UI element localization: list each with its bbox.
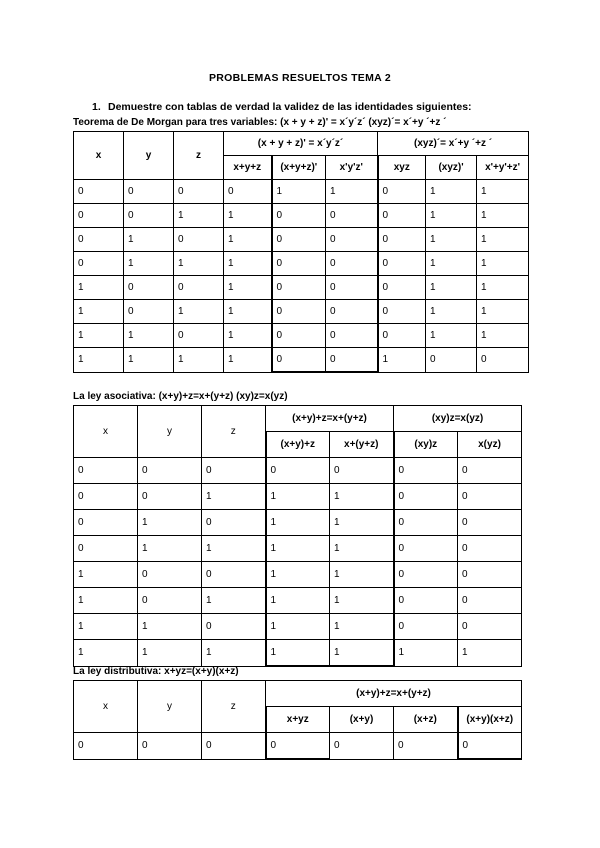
table-cell: 0 (394, 562, 458, 588)
table-cell: 1 (266, 510, 330, 536)
table-cell: 1 (224, 204, 272, 228)
table-row (74, 300, 529, 324)
table-cell: 0 (326, 300, 378, 324)
table-cell: 1 (124, 348, 174, 373)
table-cell: 1 (138, 640, 202, 667)
table-cell: 1 (124, 252, 174, 276)
table-row (74, 458, 522, 484)
table-cell: 0 (394, 484, 458, 510)
table-cell: 0 (202, 614, 266, 640)
table-cell: 1 (426, 228, 477, 252)
truth-table-distributive (73, 680, 522, 760)
table-cell: 1 (330, 562, 394, 588)
table-cell: 1 (426, 300, 477, 324)
header-group-1: (x + y + z)' = x´y´z´ (224, 132, 378, 156)
table-cell: 1 (174, 300, 224, 324)
truth-table-associative (73, 405, 522, 667)
subheader: xyz (378, 156, 426, 180)
table-cell: 0 (330, 733, 394, 760)
table-row (74, 588, 522, 614)
table-cell: 1 (202, 536, 266, 562)
table-cell: 1 (266, 562, 330, 588)
subheader: x'y'z' (326, 156, 378, 180)
table-cell: 1 (224, 324, 272, 348)
table-cell: 0 (378, 324, 426, 348)
table-cell: 0 (74, 536, 138, 562)
subheader: x(yz) (458, 432, 522, 458)
table-row (74, 204, 529, 228)
table-row (74, 484, 522, 510)
page-title: PROBLEMAS RESUELTOS TEMA 2 (208, 72, 392, 84)
table-cell: 1 (202, 588, 266, 614)
question-text: Demuestre con tablas de verdad la validez de las identidades siguientes: (108, 101, 472, 113)
table-cell: 1 (330, 484, 394, 510)
table-cell: 0 (174, 180, 224, 204)
table-cell: 0 (74, 180, 124, 204)
table-cell: 0 (326, 204, 378, 228)
table-cell: 0 (378, 228, 426, 252)
table-cell: 0 (458, 733, 522, 760)
table-cell: 0 (272, 276, 326, 300)
table-cell: 1 (224, 300, 272, 324)
section-heading-distributive: La ley distributiva: x+yz=(x+y)(x+z) (73, 666, 239, 677)
table-row (74, 562, 522, 588)
table-row (74, 348, 529, 373)
table-cell: 0 (272, 324, 326, 348)
table-cell: 0 (477, 348, 529, 373)
table-cell: 0 (458, 458, 522, 484)
subheader: x+y+z (224, 156, 272, 180)
subheader: (xy)z (394, 432, 458, 458)
table-cell: 0 (174, 324, 224, 348)
header-group-1: (x+y)+z=x+(y+z) (266, 406, 394, 432)
table-cell: 0 (394, 733, 458, 760)
table-cell: 1 (74, 348, 124, 373)
table-cell: 0 (378, 252, 426, 276)
table-cell: 0 (138, 562, 202, 588)
table-cell: 1 (266, 588, 330, 614)
table-cell: 1 (394, 640, 458, 667)
table-cell: 1 (477, 228, 529, 252)
table-cell: 0 (394, 588, 458, 614)
table-row (74, 180, 529, 204)
question-number: 1. (92, 101, 101, 113)
table-cell: 1 (266, 640, 330, 667)
subheader: (x+y+z)' (272, 156, 326, 180)
section-heading-de-morgan: Teorema de De Morgan para tres variables: (x + y + z)' = x´y´z´ (xyz)´= x´+y ´+z ´ (73, 117, 447, 128)
table-cell: 0 (74, 484, 138, 510)
header-z: z (202, 406, 266, 458)
header-z: z (202, 681, 266, 733)
table-cell: 1 (74, 324, 124, 348)
table-cell: 1 (330, 614, 394, 640)
table-row (74, 324, 529, 348)
table-cell: 1 (74, 562, 138, 588)
table-cell: 0 (326, 252, 378, 276)
table-cell: 1 (174, 204, 224, 228)
table-row (74, 640, 522, 667)
table-cell: 0 (458, 562, 522, 588)
table-cell: 1 (138, 510, 202, 536)
table-cell: 1 (272, 180, 326, 204)
table-cell: 1 (74, 300, 124, 324)
table-cell: 0 (272, 252, 326, 276)
table-cell: 1 (330, 640, 394, 667)
truth-table-de-morgan (73, 131, 529, 373)
table-cell: 1 (378, 348, 426, 373)
table-cell: 0 (224, 180, 272, 204)
section-heading-associative: La ley asociativa: (x+y)+z=x+(y+z) (xy)z=x(yz) (73, 391, 288, 402)
subheader: x'+y'+z' (477, 156, 529, 180)
table-cell: 1 (224, 252, 272, 276)
table-cell: 0 (272, 300, 326, 324)
table-cell: 0 (458, 510, 522, 536)
table-cell: 1 (326, 180, 378, 204)
table-cell: 0 (202, 458, 266, 484)
table-cell: 1 (426, 276, 477, 300)
table-cell: 0 (378, 204, 426, 228)
table-cell: 1 (124, 324, 174, 348)
table-cell: 0 (394, 536, 458, 562)
table-cell: 0 (458, 536, 522, 562)
table-cell: 0 (138, 458, 202, 484)
table-cell: 1 (174, 348, 224, 373)
table-cell: 0 (330, 458, 394, 484)
table-cell: 0 (394, 458, 458, 484)
header-x: x (74, 406, 138, 458)
table-cell: 1 (426, 180, 477, 204)
table-row (74, 276, 529, 300)
header-y: y (124, 132, 174, 180)
table-cell: 0 (458, 588, 522, 614)
table-cell: 0 (272, 228, 326, 252)
table-row (74, 733, 522, 760)
table-cell: 1 (74, 276, 124, 300)
subheader: (x+y)(x+z) (458, 707, 522, 733)
table-cell: 1 (426, 324, 477, 348)
header-y: y (138, 681, 202, 733)
table-cell: 0 (326, 348, 378, 373)
table-cell: 1 (138, 536, 202, 562)
table-cell: 0 (272, 348, 326, 373)
table-cell: 0 (138, 484, 202, 510)
table-cell: 0 (202, 733, 266, 760)
table-cell: 0 (458, 484, 522, 510)
table-cell: 0 (74, 228, 124, 252)
table-cell: 0 (266, 733, 330, 760)
subheader: (xyz)' (426, 156, 477, 180)
table-cell: 0 (378, 300, 426, 324)
table-cell: 1 (266, 484, 330, 510)
table-cell: 1 (458, 640, 522, 667)
table-cell: 1 (74, 640, 138, 667)
table-cell: 0 (74, 204, 124, 228)
table-cell: 0 (272, 204, 326, 228)
table-cell: 0 (426, 348, 477, 373)
question-1 (92, 101, 472, 113)
table-cell: 1 (202, 484, 266, 510)
table-cell: 0 (458, 614, 522, 640)
subheader: x+(y+z) (330, 432, 394, 458)
table-cell: 0 (124, 204, 174, 228)
table-cell: 1 (224, 348, 272, 373)
header-x: x (74, 132, 124, 180)
table-cell: 1 (74, 614, 138, 640)
table-cell: 1 (477, 180, 529, 204)
subheader: (x+z) (394, 707, 458, 733)
header-group-2: (xy)z=x(yz) (394, 406, 522, 432)
table-cell: 0 (326, 228, 378, 252)
table-cell: 1 (174, 252, 224, 276)
table-cell: 0 (74, 510, 138, 536)
table-cell: 0 (394, 614, 458, 640)
subheader: (x+y) (330, 707, 394, 733)
table-cell: 0 (202, 562, 266, 588)
table-cell: 1 (426, 252, 477, 276)
table-row (74, 510, 522, 536)
table-cell: 1 (477, 324, 529, 348)
table-cell: 0 (202, 510, 266, 536)
table-row (74, 252, 529, 276)
table-cell: 0 (124, 180, 174, 204)
header-x: x (74, 681, 138, 733)
table-cell: 0 (124, 300, 174, 324)
header-y: y (138, 406, 202, 458)
table-cell: 1 (477, 252, 529, 276)
table-row (74, 614, 522, 640)
table-cell: 0 (378, 180, 426, 204)
table-cell: 1 (202, 640, 266, 667)
table-cell: 1 (477, 276, 529, 300)
table-cell: 1 (266, 614, 330, 640)
table-cell: 0 (138, 733, 202, 760)
table-cell: 0 (326, 324, 378, 348)
table-cell: 1 (477, 204, 529, 228)
table-cell: 0 (74, 458, 138, 484)
table-cell: 0 (74, 733, 138, 760)
table-cell: 0 (174, 276, 224, 300)
table-cell: 1 (426, 204, 477, 228)
table-cell: 1 (224, 276, 272, 300)
table-cell: 0 (326, 276, 378, 300)
table-cell: 1 (266, 536, 330, 562)
subheader: (x+y)+z (266, 432, 330, 458)
table-cell: 0 (266, 458, 330, 484)
table-cell: 0 (174, 228, 224, 252)
table-cell: 0 (138, 588, 202, 614)
table-cell: 0 (394, 510, 458, 536)
header-z: z (174, 132, 224, 180)
table-cell: 1 (124, 228, 174, 252)
table-cell: 1 (138, 614, 202, 640)
header-group-2: (xyz)´= x´+y ´+z ´ (378, 132, 529, 156)
subheader: x+yz (266, 707, 330, 733)
table-row (74, 536, 522, 562)
table-cell: 1 (74, 588, 138, 614)
header-group-1: (x+y)+z=x+(y+z) (266, 681, 522, 707)
table-cell: 1 (224, 228, 272, 252)
table-cell: 0 (74, 252, 124, 276)
table-cell: 1 (330, 588, 394, 614)
table-cell: 1 (477, 300, 529, 324)
table-cell: 1 (330, 536, 394, 562)
table-cell: 0 (378, 276, 426, 300)
table-cell: 1 (330, 510, 394, 536)
table-row (74, 228, 529, 252)
table-cell: 0 (124, 276, 174, 300)
